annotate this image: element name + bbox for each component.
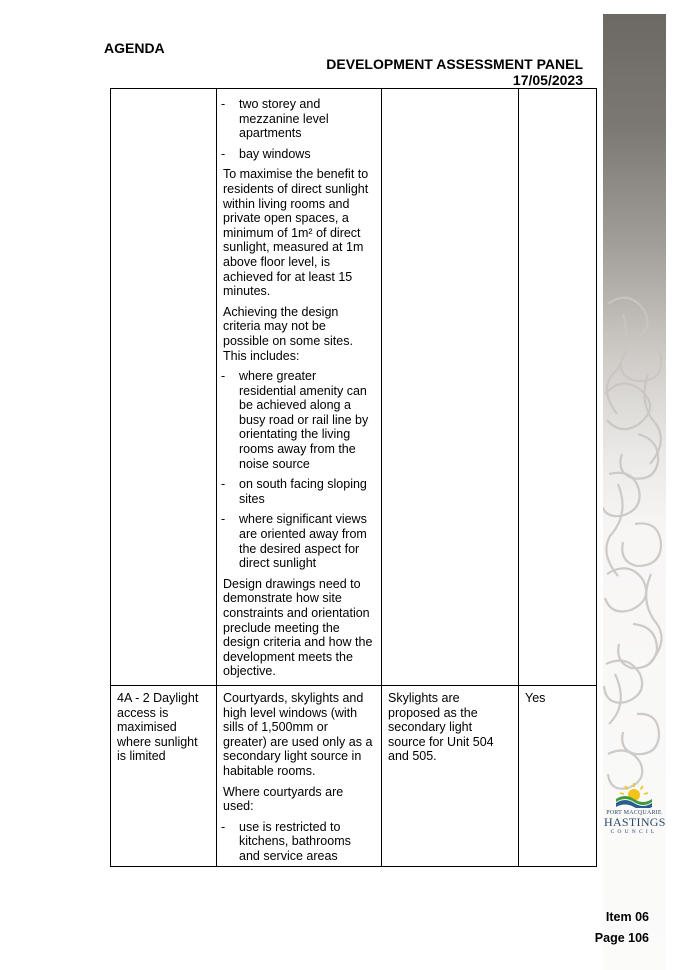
council-logo	[604, 782, 664, 835]
logo-line-port-macquarie: PORT MACQUARIE	[606, 810, 662, 816]
paragraph: Design drawings need to demonstrate how site constraints and orientation preclude meeting the design criteria and how the development meets the objective.	[223, 576, 373, 679]
logo-line-council: COUNCIL	[610, 829, 658, 835]
complies-cell	[519, 89, 597, 686]
bullet-item: - where significant views are oriented away from the desired aspect for direct sunlight	[221, 512, 367, 571]
table-row	[111, 686, 597, 867]
panel-heading: DEVELOPMENT ASSESSMENT PANEL	[326, 56, 583, 72]
paragraph: Achieving the design criteria may not be possible on some sites. This includes:	[223, 304, 353, 363]
dash-marker: -	[221, 97, 226, 111]
criteria-cell: 4A - 2 Daylight access is maximised where sunlight is limited	[111, 686, 217, 867]
bullet-item: - on south facing sloping sites	[221, 477, 367, 506]
bullet-item: - where greater residential amenity can be achieved along a busy road or rail line by orientating the living rooms away from the noise source	[221, 369, 369, 471]
paragraph: To maximise the benefit to residents of direct sunlight within living rooms and private open spaces, a minimum of 1m² of direct sunlight, measured at 1m above floor level, is achieved for at least 15 minutes.	[223, 167, 369, 299]
bullet-item: - two storey and mezzanine level apartments	[221, 97, 329, 141]
meeting-date: 17/05/2023	[512, 72, 583, 88]
comment-cell: Skylights are proposed as the secondary light source for Unit 504 and 505.	[382, 686, 519, 867]
sun-wave-logo-icon	[614, 782, 654, 808]
dash-marker: -	[221, 477, 226, 492]
bullet-item: - bay windows	[221, 146, 311, 161]
dash-marker: -	[221, 819, 226, 834]
logo-line-hastings: HASTINGS	[604, 815, 666, 829]
dash-marker: -	[221, 369, 226, 384]
page-number: Page 106	[594, 931, 649, 945]
assessment-table	[110, 88, 597, 867]
bullet-item: - use is restricted to kitchens, bathrooms and service areas	[221, 819, 351, 863]
design-guidance-cell	[217, 686, 382, 867]
agenda-heading: AGENDA	[104, 40, 165, 56]
item-number: Item 06	[605, 910, 649, 924]
table-row	[111, 89, 597, 686]
paragraph: Where courtyards are used:	[223, 784, 344, 814]
complies-cell: Yes	[519, 686, 597, 867]
comment-cell	[382, 89, 519, 686]
paragraph: Courtyards, skylights and high level windows (with sills of 1,500mm or greater) are used only as a secondary light source in habitable rooms.	[223, 691, 373, 778]
criteria-cell	[111, 89, 217, 686]
dash-marker: -	[221, 146, 226, 161]
design-guidance-cell	[217, 89, 382, 686]
dash-marker: -	[221, 512, 226, 527]
